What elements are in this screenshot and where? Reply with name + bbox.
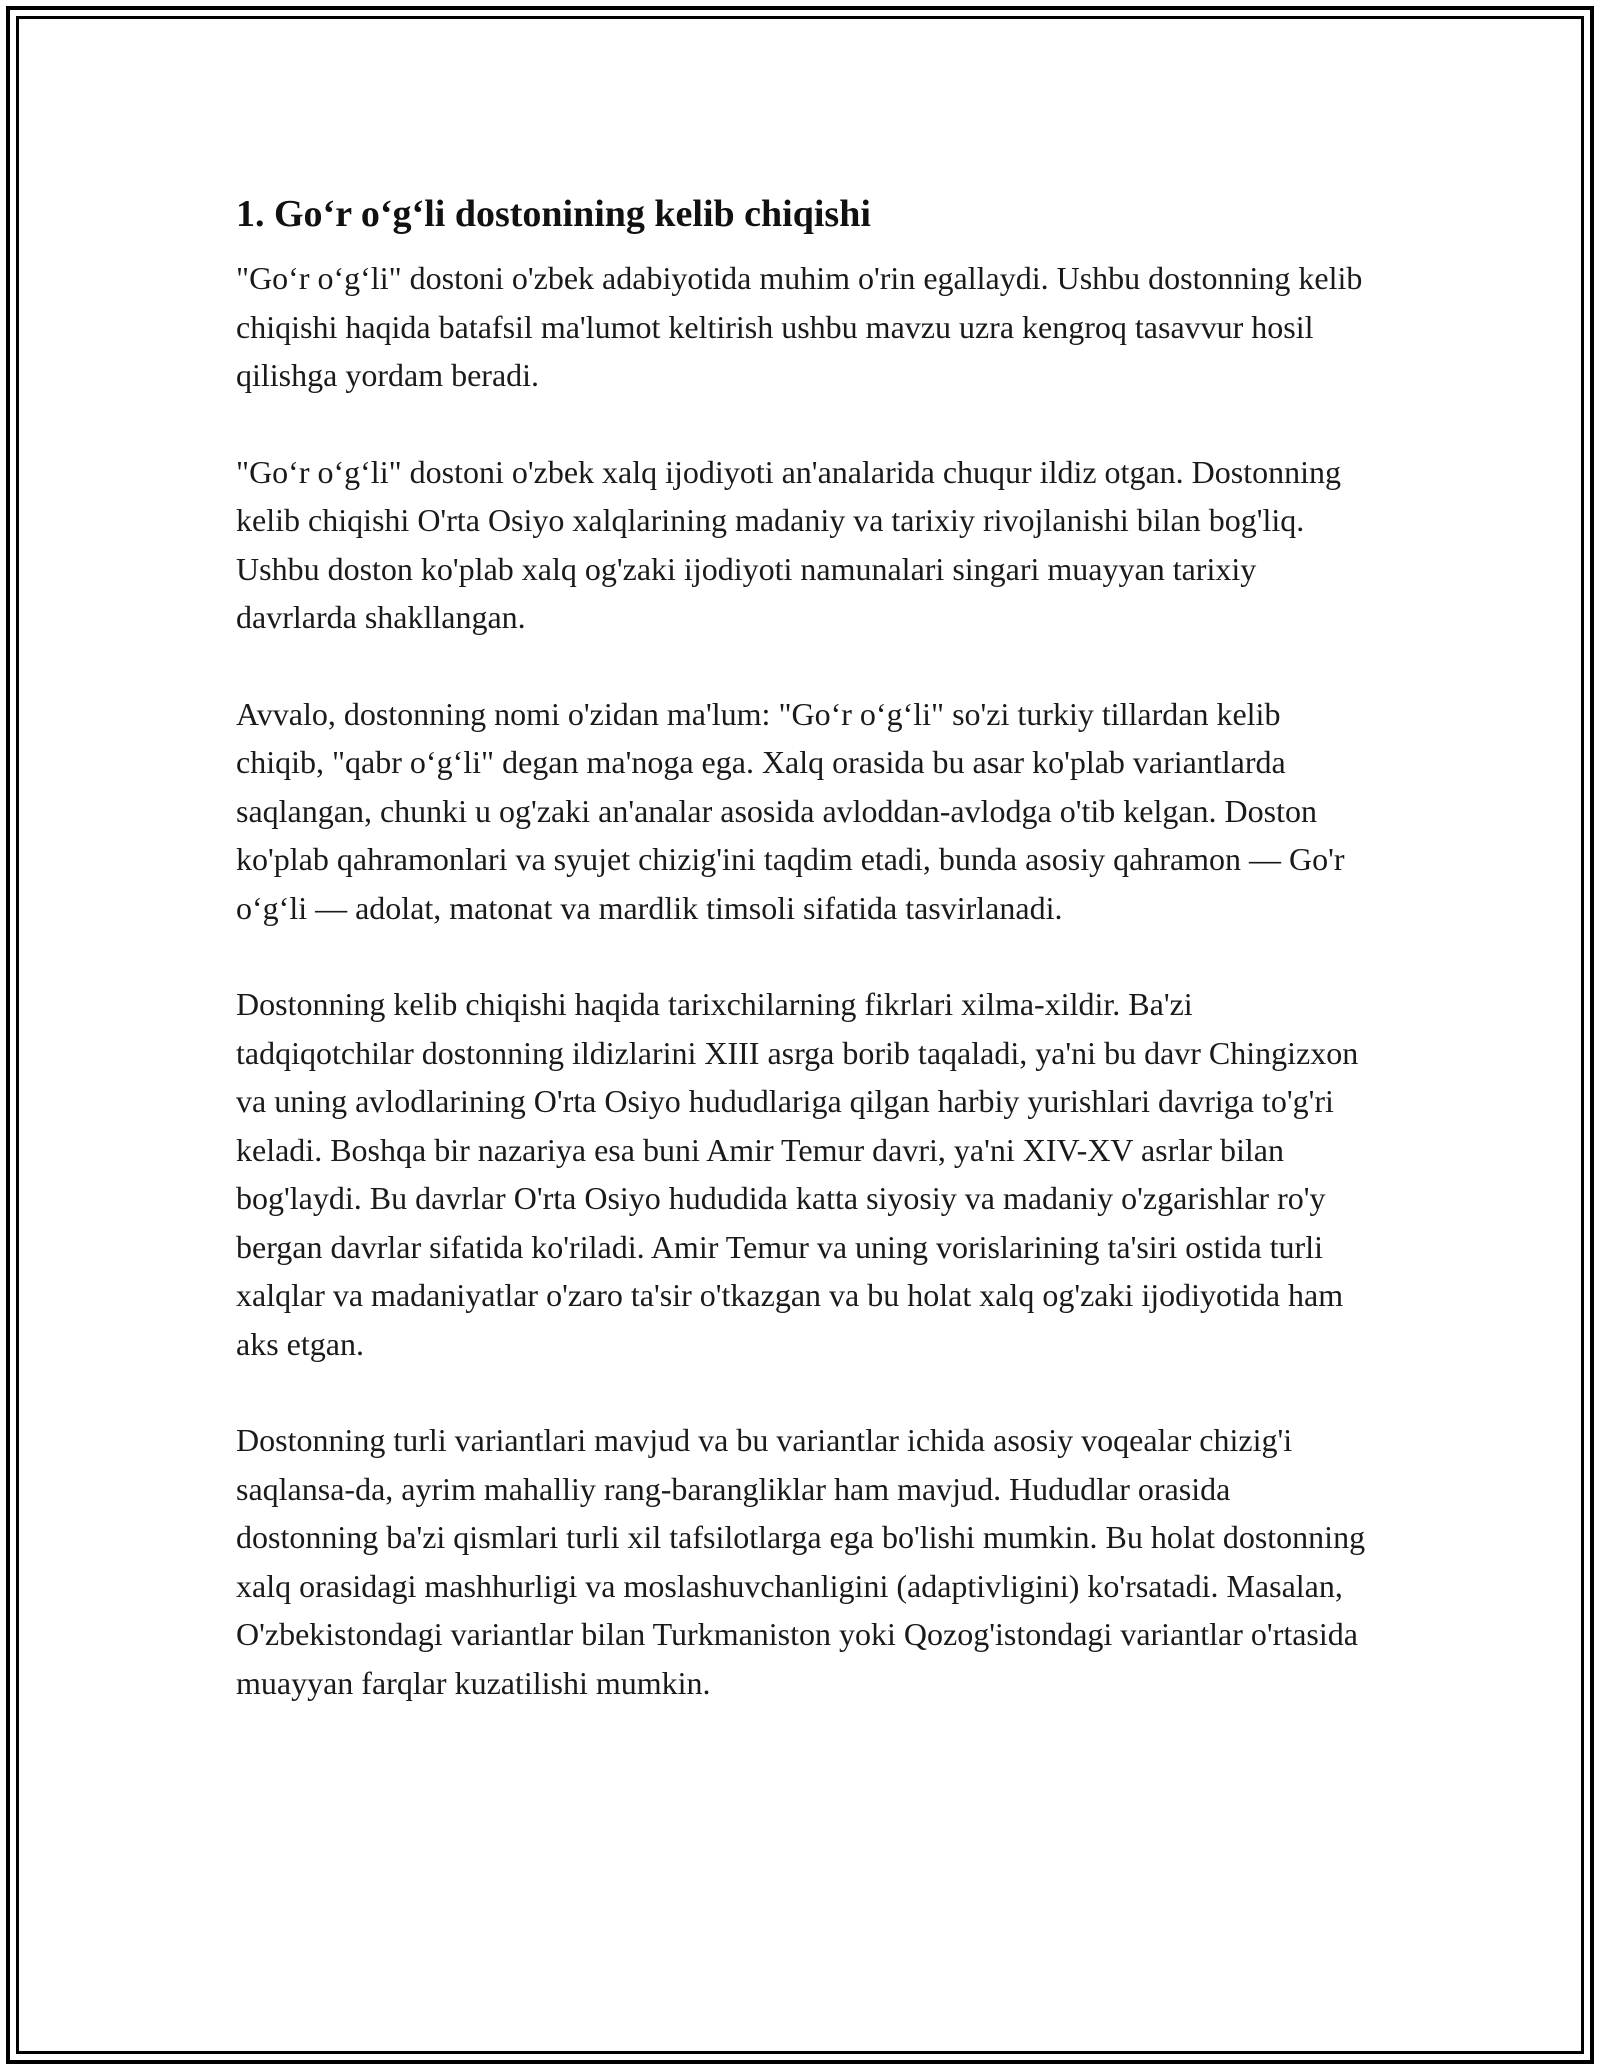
paragraph-3: Avvalo, dostonning nomi o'zidan ma'lum: "Go‘r o‘g‘li" so'zi turkiy tillardan kelib chiqib, "qabr o‘g‘li" degan ma'noga ega. Xalq orasida bu asar ko'plab variantlarda saqlangan, chunki u og'zaki an'analar asosida avloddan-avlodga o'tib kelgan. Doston ko'plab qahramonlari va syujet chizig'ini taqdim etadi, bunda asosiy qahramon — Go'r o‘g‘li — adolat, matonat va mardlik timsoli sifatida tasvirlanadi. <box>236 695 1345 926</box>
paragraph-2: "Go‘r o‘g‘li" dostoni o'zbek xalq ijodiyoti an'analarida chuqur ildiz otgan. Dostonning kelib chiqishi O'rta Osiyo xalqlarining madaniy va tarixiy rivojlanishi bilan bog'liq. Ushbu doston ko'plab xalq og'zaki ijodiyoti namunalari singari muayyan tarixiy davrlarda shakllangan. <box>236 453 1341 635</box>
paragraph-1: "Go‘r o‘g‘li" dostoni o'zbek adabiyotida muhim o'rin egallaydi. Ushbu dostonning kelib chiqishi haqida batafsil ma'lumot keltirish ushbu mavzu uzra kengroq tasavvur hosil qilishga yordam beradi. <box>236 260 1363 393</box>
document-body <box>236 186 1376 1755</box>
paragraph-5: Dostonning turli variantlari mavjud va bu variantlar ichida asosiy voqealar chizig'i saqlansa-da, ayrim mahalliy rang-barangliklar ham mavjud. Hududlar orasida dostonning ba'zi qismlari turli xil tafsilotlarga ega bo'lishi mumkin. Bu holat dostonning xalq orasidagi mashhurligi va moslashuvchanligini (adaptivligini) ko'rsatadi. Masalan, O'zbekistondagi variantlar bilan Turkmaniston yoki Qozog'istondagi variantlar o'rtasida muayyan farqlar kuzatilishi mumkin. <box>236 1422 1366 1701</box>
section-heading: 1. Go‘r o‘g‘li dostonining kelib chiqishi <box>236 193 871 235</box>
paragraph-4: Dostonning kelib chiqishi haqida tarixchilarning fikrlari xilma-xildir. Ba'zi tadqiqotchilar dostonning ildizlarini XIII asrga borib taqaladi, ya'ni bu davr Chingizxon va uning avlodlarining O'rta Osiyo hududlariga qilgan harbiy yurishlari davriga to'g'ri keladi. Boshqa bir nazariya esa buni Amir Temur davri, ya'ni XIV-XV asrlar bilan bog'laydi. Bu davrlar O'rta Osiyo hududida katta siyosiy va madaniy o'zgarishlar ro'y bergan davrlar sifatida ko'riladi. Amir Temur va uning vorislarining ta'siri ostida turli xalqlar va madaniyatlar o'zaro ta'sir o'tkazgan va bu holat xalq og'zaki ijodiyotida ham aks etgan. <box>236 986 1359 1362</box>
